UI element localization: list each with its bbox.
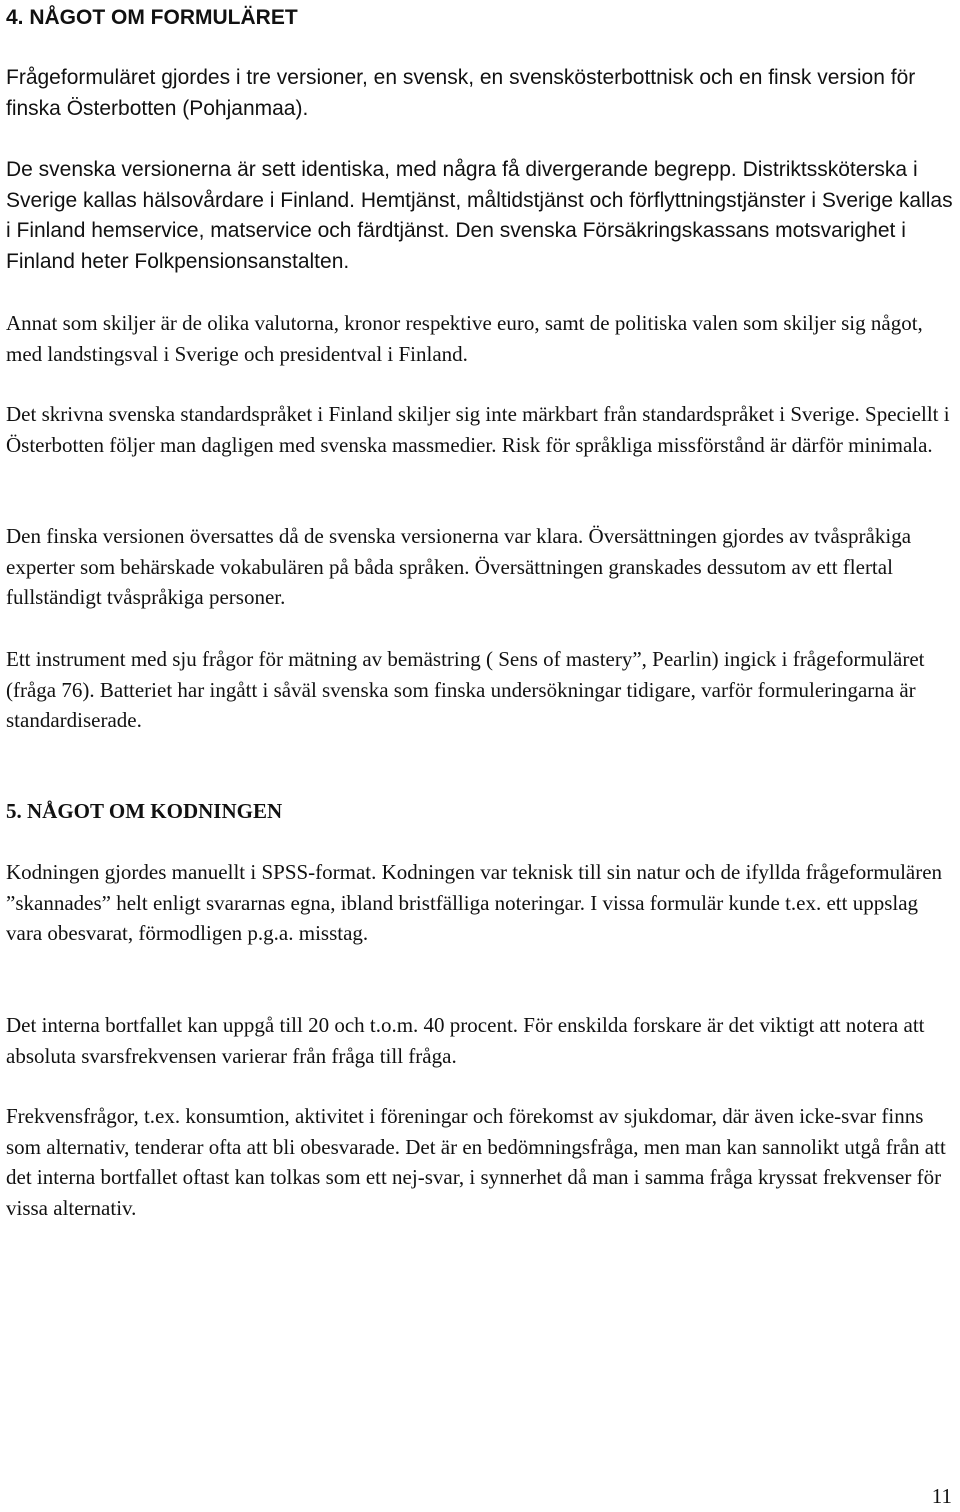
section-4-paragraph-5: Den finska versionen översattes då de svenska versionerna var klara. Översättningen gjordes av tvåspråkiga experter som behärskade vokabulären på båda språken. Översättningen granskades dessutom av ett flertal fullständigt tvåspråkiga personer.: [6, 524, 912, 609]
section-4-heading: 4. NÅGOT OM FORMULÄRET: [6, 6, 298, 29]
section-5-heading: 5. NÅGOT OM KODNINGEN: [6, 799, 283, 823]
page-number: 11: [931, 1484, 952, 1508]
section-4-paragraph-6: Ett instrument med sju frågor för mätning av bemästring ( Sens of mastery”, Pearlin) ingick i frågeformuläret (fråga 76). Batteriet har ingått i såväl svenska som finska undersökningar tidigare, varför formuleringarna är standardiserade.: [6, 647, 925, 732]
section-4-paragraph-1: Frågeformuläret gjordes i tre versioner, en svensk, en svenskösterbottnisk och en finsk version för finska Österbotten (Pohjanmaa).: [6, 66, 916, 120]
section-4-paragraph-2: De svenska versionerna är sett identiska, med några få divergerande begrepp. Distriktssköterska i Sverige kallas hälsovårdare i Finland. Hemtjänst, måltidstjänst och förflyttningstjänster i Sverige kallas i Finland hemservice, matservice och färdtjänst. Den svenska Försäkringskassans motsvarighet i Finland heter Folkpensionsanstalten.: [6, 158, 953, 273]
section-5-paragraph-3: Frekvensfrågor, t.ex. konsumtion, aktivitet i föreningar och förekomst av sjukdomar, där även icke-svar finns som alternativ, tenderar ofta att bli obesvarade. Det är en bedömningsfråga, men man kan sannolikt utgå från att det interna bortfallet oftast kan tolkas som ett nej-svar, i synnerhet då man i samma fråga kryssat frekvenser för vissa alternativ.: [6, 1104, 946, 1220]
section-5-paragraph-1: Kodningen gjordes manuellt i SPSS-format. Kodningen var teknisk till sin natur och de ifyllda frågeformulären ”skannades” helt enligt svararnas egna, ibland bristfälliga noteringar. I vissa formulär kunde t.ex. ett uppslag vara obesvarat, förmodligen p.g.a. misstag.: [6, 860, 943, 945]
section-5-paragraph-2: Det interna bortfallet kan uppgå till 20 och t.o.m. 40 procent. För enskilda forskare är det viktigt att notera att absoluta svarsfrekvensen varierar från fråga till fråga.: [6, 1013, 925, 1068]
section-4-paragraph-3: Annat som skiljer är de olika valutorna, kronor respektive euro, samt de politiska valen som skiljer sig något, med landstingsval i Sverige och presidentval i Finland.: [6, 311, 923, 366]
section-4-paragraph-4: Det skrivna svenska standardspråket i Finland skiljer sig inte märkbart från standardspråket i Sverige. Speciellt i Österbotten följer man dagligen med svenska massmedier. Risk för språkliga missförstånd är därför minimala.: [6, 402, 950, 457]
